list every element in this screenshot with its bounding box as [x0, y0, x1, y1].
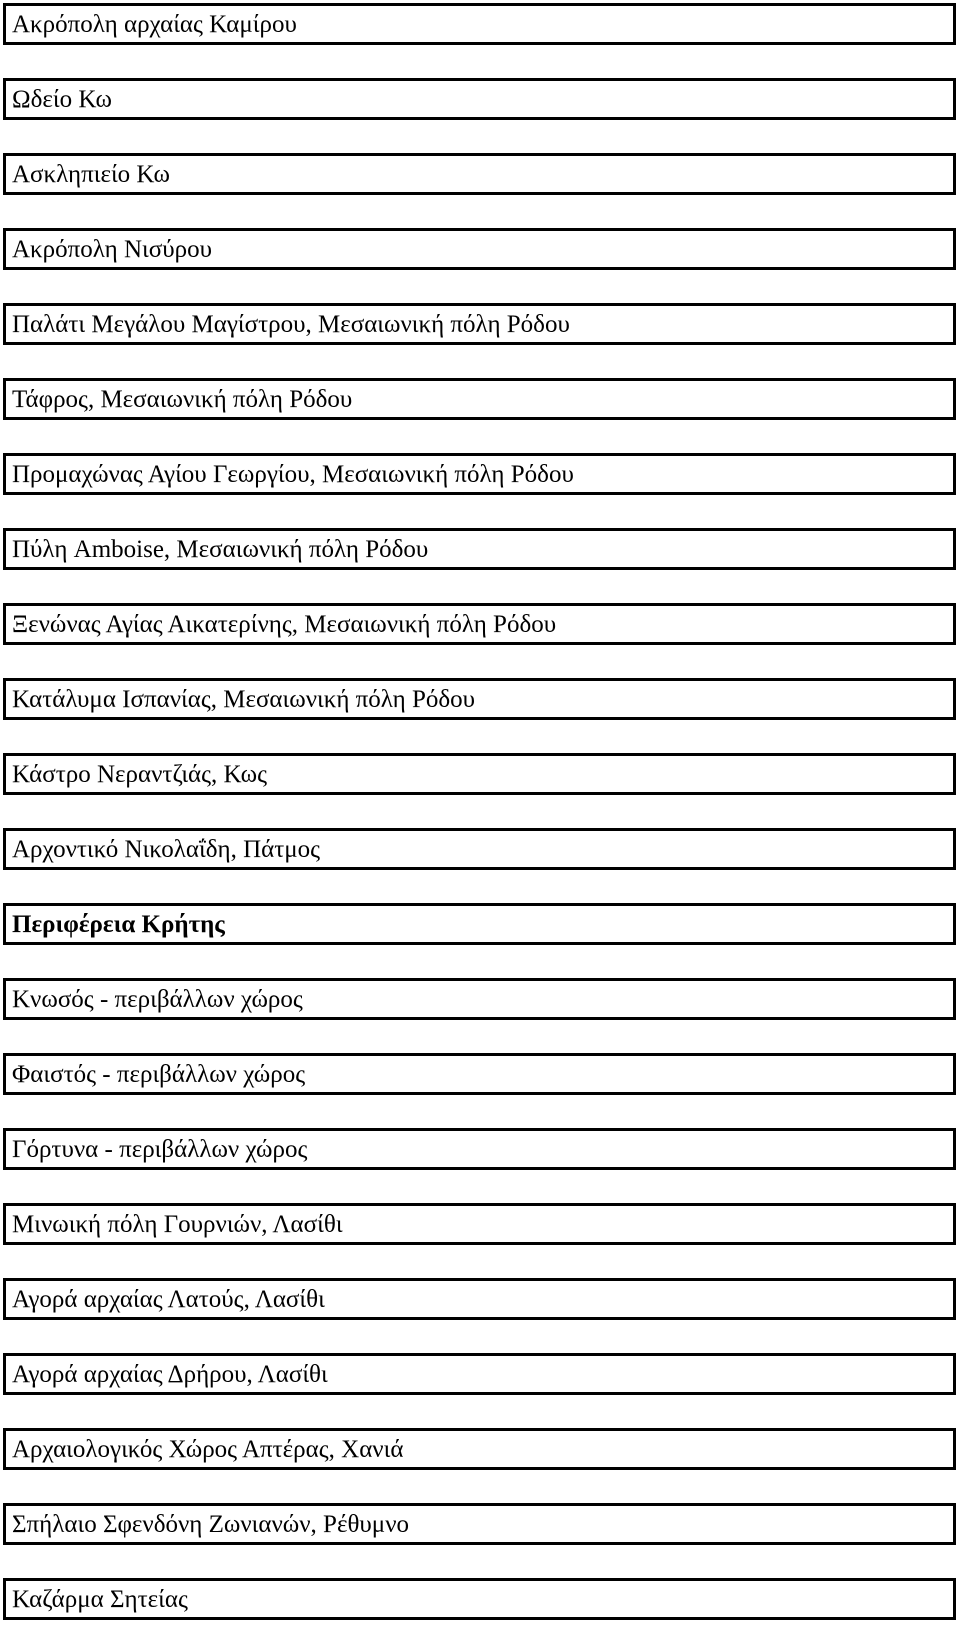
- list-item: Πύλη Amboise, Μεσαιωνική πόλη Ρόδου: [3, 528, 956, 570]
- list-item: Ακρόπολη αρχαίας Καμίρου: [3, 3, 956, 45]
- list-item: Μινωική πόλη Γουρνιών, Λασίθι: [3, 1203, 956, 1245]
- list-item: Ωδείο Κω: [3, 78, 956, 120]
- list-item: Κνωσός - περιβάλλων χώρος: [3, 978, 956, 1020]
- list-item: Αρχαιολογικός Χώρος Απτέρας, Χανιά: [3, 1428, 956, 1470]
- list-item: Αρχοντικό Νικολαΐδη, Πάτμος: [3, 828, 956, 870]
- list-item: Φαιστός - περιβάλλων χώρος: [3, 1053, 956, 1095]
- list-item: Παλάτι Μεγάλου Μαγίστρου, Μεσαιωνική πόλη Ρόδου: [3, 303, 956, 345]
- site-list: [3, 3, 956, 1620]
- list-item: Αγορά αρχαίας Δρήρου, Λασίθι: [3, 1353, 956, 1395]
- list-item: Κατάλυμα Ισπανίας, Μεσαιωνική πόλη Ρόδου: [3, 678, 956, 720]
- list-item: Καζάρμα Σητείας: [3, 1578, 956, 1620]
- list-item: Κάστρο Νεραντζιάς, Κως: [3, 753, 956, 795]
- list-item: Προμαχώνας Αγίου Γεωργίου, Μεσαιωνική πόλη Ρόδου: [3, 453, 956, 495]
- list-item: Αγορά αρχαίας Λατούς, Λασίθι: [3, 1278, 956, 1320]
- list-item: Ασκληπιείο Κω: [3, 153, 956, 195]
- list-item: Ακρόπολη Νισύρου: [3, 228, 956, 270]
- list-item: Σπήλαιο Σφενδόνη Ζωνιανών, Ρέθυμνο: [3, 1503, 956, 1545]
- list-item: Γόρτυνα - περιβάλλων χώρος: [3, 1128, 956, 1170]
- list-item: Τάφρος, Μεσαιωνική πόλη Ρόδου: [3, 378, 956, 420]
- region-heading: Περιφέρεια Κρήτης: [3, 903, 956, 945]
- list-item: Ξενώνας Αγίας Αικατερίνης, Μεσαιωνική πόλη Ρόδου: [3, 603, 956, 645]
